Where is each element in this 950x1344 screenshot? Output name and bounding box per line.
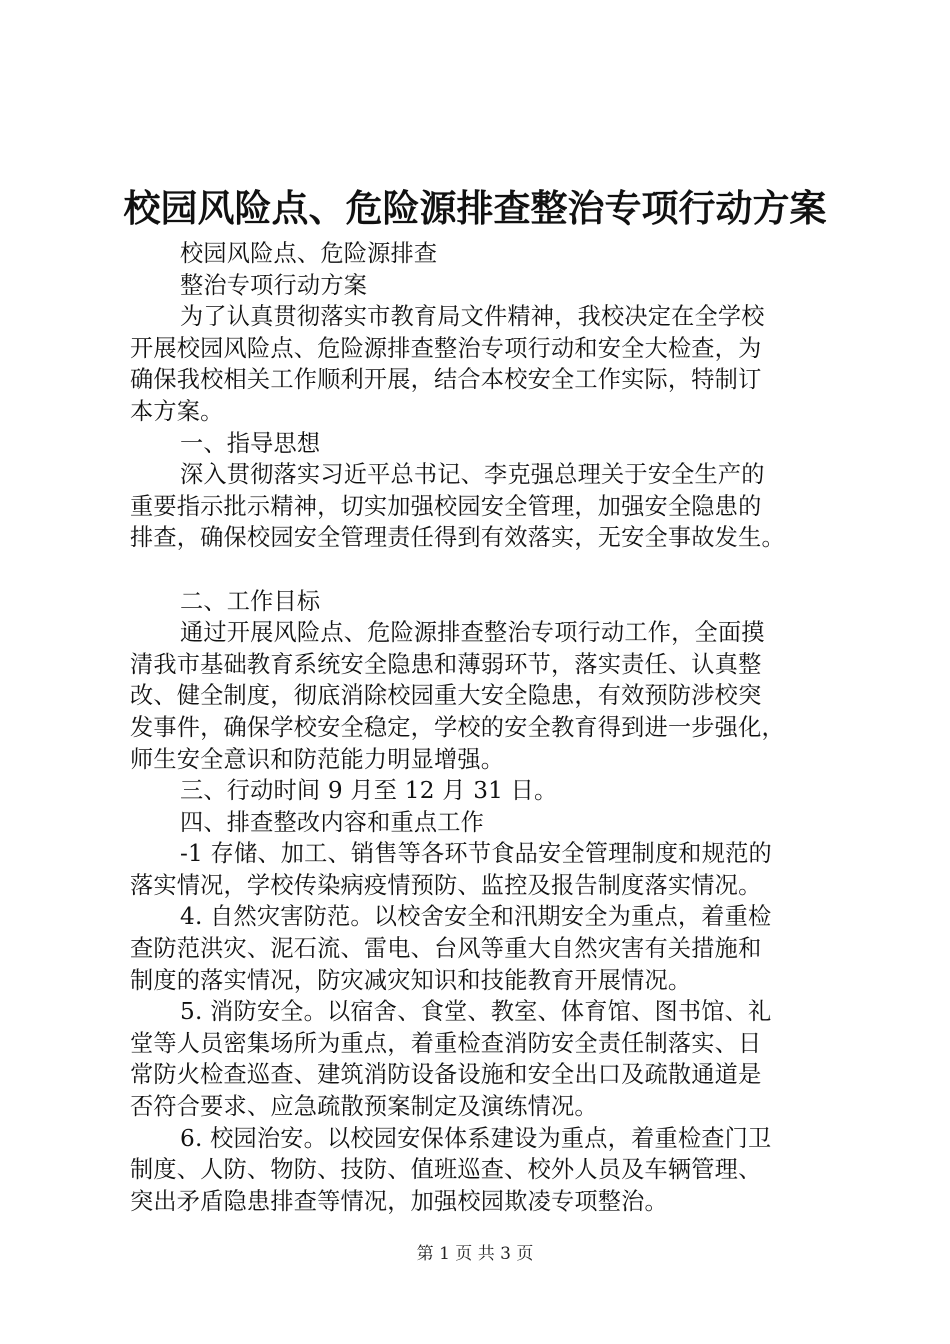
body-line: 师生安全意识和防范能力明显增强。 xyxy=(130,745,505,773)
body-line: 二、工作目标 xyxy=(180,587,321,615)
body-line: 发事件，确保学校安全稳定，学校的安全教育得到进一步强化， xyxy=(130,713,785,741)
body-line: 突出矛盾隐患排查等情况，加强校园欺凌专项整治。 xyxy=(130,1187,668,1215)
body-line: 6. 校园治安。以校园安保体系建设为重点，着重检查门卫 xyxy=(180,1124,772,1152)
body-line: 查防范洪灾、泥石流、雷电、台风等重大自然灾害有关措施和 xyxy=(130,935,762,963)
body-line: 整治专项行动方案 xyxy=(180,271,368,299)
body-line: 确保我校相关工作顺利开展，结合本校安全工作实际，特制订 xyxy=(130,366,762,394)
body-line: 落实情况，学校传染病疫情预防、监控及报告制度落实情况。 xyxy=(130,871,762,899)
body-line: 本方案。 xyxy=(130,397,224,425)
body-line: 改、健全制度，彻底消除校园重大安全隐患，有效预防涉校突 xyxy=(130,682,762,710)
body-line: 排查，确保校园安全管理责任得到有效落实，无安全事故发生。 xyxy=(130,524,785,552)
body-line: 通过开展风险点、危险源排查整治专项行动工作，全面摸 xyxy=(180,619,765,647)
body-line: 三、行动时间 9 月至 12 月 31 日。 xyxy=(180,777,558,805)
body-line: 5. 消防安全。以宿舍、食堂、教室、体育馆、图书馆、礼 xyxy=(180,998,772,1026)
body-line: 一、指导思想 xyxy=(180,429,321,457)
body-line: 否符合要求、应急疏散预案制定及演练情况。 xyxy=(130,1093,598,1121)
document-body xyxy=(130,238,842,1217)
body-line: 开展校园风险点、危险源排查整治专项行动和安全大检查，为 xyxy=(130,334,762,362)
body-line: 深入贯彻落实习近平总书记、李克强总理关于安全生产的 xyxy=(180,461,765,489)
body-line: 校园风险点、危险源排查 xyxy=(180,240,438,267)
body-line: 为了认真贯彻落实市教育局文件精神，我校决定在全学校 xyxy=(180,303,765,331)
page-footer: 第 1 页 共 3 页 xyxy=(416,1244,534,1264)
body-line: 四、排查整改内容和重点工作 xyxy=(180,808,485,836)
body-line: 常防火检查巡查、建筑消防设备设施和安全出口及疏散通道是 xyxy=(130,1061,762,1089)
body-line: 制度、人防、物防、技防、值班巡查、校外人员及车辆管理、 xyxy=(130,1156,762,1184)
body-line: 重要指示批示精神，切实加强校园安全管理，加强安全隐患的 xyxy=(130,492,762,520)
document-title: 校园风险点、危险源排查整治专项行动方案 xyxy=(123,186,827,230)
blank-line xyxy=(130,554,842,586)
body-line: 清我市基础教育系统安全隐患和薄弱环节，落实责任、认真整 xyxy=(130,650,762,678)
body-line: 堂等人员密集场所为重点，着重检查消防安全责任制落实、日 xyxy=(130,1029,762,1057)
body-line: -1 存储、加工、销售等各环节食品安全管理制度和规范的 xyxy=(180,840,772,868)
body-line: 4. 自然灾害防范。以校舍安全和汛期安全为重点，着重检 xyxy=(180,903,772,931)
body-line: 制度的落实情况，防灾减灾知识和技能教育开展情况。 xyxy=(130,966,692,994)
